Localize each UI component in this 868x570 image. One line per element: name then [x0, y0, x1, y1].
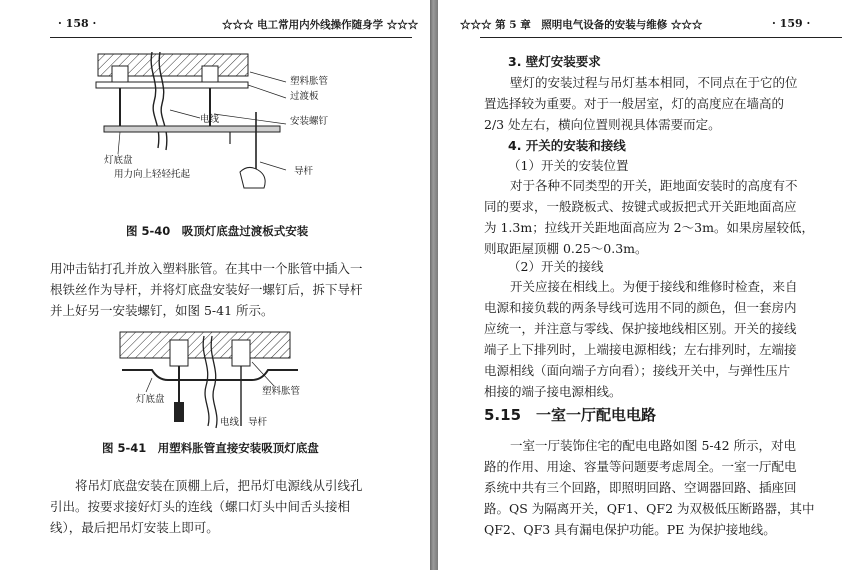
lamp-base-plate [122, 370, 298, 380]
section-title-5-15: 5.15 一室一厅配电电路 [484, 406, 657, 424]
text-line: 线），最后把吊灯安装上即可。 [50, 520, 219, 535]
left-page [0, 0, 430, 570]
screwdriver-icon [174, 402, 184, 422]
text-line: 根铁丝作为导杆，并将灯底盘安装好一螺钉后，拆下导杆 [50, 282, 363, 297]
hand-icon [240, 167, 265, 188]
text-line: 路的作用、用途、容量等问题要考虑周全。一室一厅配电 [484, 459, 797, 474]
heading-wall-lamp: 3. 壁灯安装要求 [508, 54, 601, 69]
text-line: 端子上下排列时，上端接电源相线；左右排列时，左端接 [484, 342, 797, 357]
right-running-title: ☆☆☆ 第 5 章 照明电气设备的安装与维修 ☆☆☆ [460, 19, 703, 31]
text-line: QF2、QF3 具有漏电保护功能。PE 为保护接地线。 [484, 522, 776, 537]
left-paragraph-2 [50, 475, 363, 538]
label-plastic-anchor: 塑料胀管 [262, 386, 301, 397]
text-line: 置选择较为重要。对于一般居室，灯的高度应在墙高的 [484, 96, 785, 111]
left-paragraph-1 [50, 258, 363, 321]
text-line: 一室一厅装饰住宅的配电电路如图 5-42 所示，对电 [510, 438, 797, 453]
label-lamp-base: 灯底盘 [104, 155, 133, 166]
text-line: 应统一，并注意与零线、保护接地线相区别。开关的接线 [484, 321, 797, 336]
text-line: 并上好另一安装螺钉，如图 5-41 所示。 [50, 303, 274, 318]
text-line: 同的要求，一般跷板式、按键式或扳把式开关距地面高应 [484, 199, 797, 214]
figure-5-41 [112, 330, 342, 430]
label-transition-plate: 过渡板 [290, 91, 319, 102]
text-line: 为 1.3m；拉线开关距地面高应为 2～3m。如果房屋较低， [484, 220, 814, 235]
label-guide-rod: 导杆 [248, 417, 268, 428]
paragraph-switch-wiring [484, 276, 798, 402]
right-header-rule [480, 37, 842, 38]
label-lamp-base: 灯底盘 [136, 394, 165, 405]
lamp-base-plate [104, 126, 280, 132]
text-line: 电源和接负载的两条导线可选用不同的颜色，但一套房内 [484, 300, 797, 315]
label-lift-gently: 用力向上轻轻托起 [114, 169, 191, 180]
left-page-number: · 158 · [58, 17, 97, 30]
label-wire: 电线 [200, 114, 220, 125]
paragraph-distribution-circuit [484, 435, 815, 540]
subheading-switch-wiring: （2）开关的接线 [508, 259, 604, 274]
figure-5-40-caption: 图 5-40 吸顶灯底盘过渡板式安装 [126, 224, 309, 238]
heading-switch-install: 4. 开关的安装和接线 [508, 138, 626, 153]
text-line: 壁灯的安装过程与吊灯基本相同，不同点在于它的位 [510, 75, 798, 90]
text-line: 系统中共有三个回路，即照明回路、空调器回路、插座回 [484, 480, 797, 495]
label-wire: 电线 [220, 417, 240, 428]
subheading-switch-position: （1）开关的安装位置 [508, 158, 629, 173]
transition-plate [96, 82, 248, 88]
paragraph-switch-position [484, 175, 814, 259]
left-header-rule [50, 37, 412, 38]
left-running-title: ☆☆☆ 电工常用内外线操作随身学 ☆☆☆ [222, 19, 419, 31]
figure-5-40 [90, 52, 360, 192]
text-line: 用冲击钻打孔并放入塑料胀管。在其中一个胀管中插入一 [50, 261, 363, 276]
plastic-anchor-right [202, 66, 218, 84]
figure-5-41-caption: 图 5-41 用塑料胀管直接安装吸顶灯底盘 [102, 441, 319, 455]
text-line: 路。QS 为隔离开关，QF1、QF2 为双极低压断路器，其中 [484, 501, 815, 516]
right-page [438, 0, 868, 570]
ceiling-slab [120, 332, 290, 358]
label-guide-rod: 导杆 [294, 166, 314, 177]
plastic-anchor-left [170, 340, 188, 366]
text-line: 将吊灯底盘安装在顶棚上后，把吊灯电源线从引线孔 [75, 478, 363, 493]
text-line: 2/3 处左右，横向位置则视具体需要而定。 [484, 117, 721, 132]
label-mounting-screw: 安装螺钉 [290, 116, 329, 127]
text-line: 引出。按要求接好灯头的连线（螺口灯头中间舌头接相 [50, 499, 351, 514]
plastic-anchor-right [232, 340, 250, 366]
paragraph-wall-lamp [484, 72, 798, 135]
book-gutter [430, 0, 438, 570]
plastic-anchor-left [112, 66, 128, 84]
text-line: 对于各种不同类型的开关，距地面安装时的高度有不 [510, 178, 798, 193]
right-page-number: · 159 · [772, 17, 811, 30]
text-line: 则取距屋顶棚 0.25～0.3m。 [484, 241, 648, 256]
label-plastic-anchor: 塑料胀管 [290, 76, 329, 87]
text-line: 相接的端子接电源相线。 [484, 384, 622, 399]
text-line: 电源相线（面向端子方向看）；接线开关中，与弹性压片 [484, 363, 791, 378]
text-line: 开关应接在相线上。为便于接线和维修时检查，来自 [510, 279, 798, 294]
